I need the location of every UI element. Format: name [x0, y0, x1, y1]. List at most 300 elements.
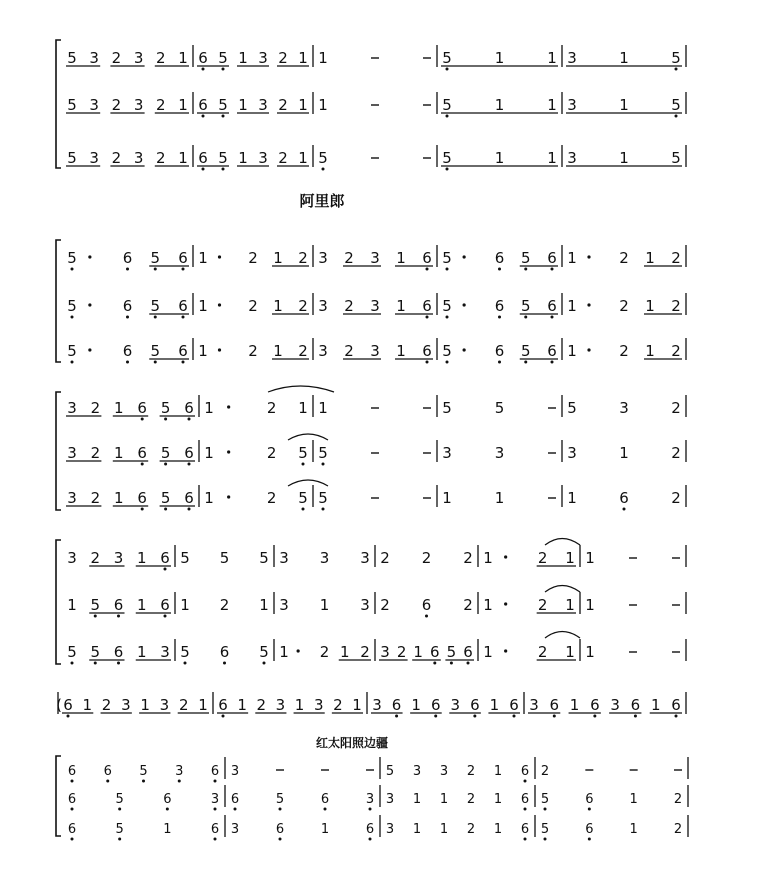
- low-octave-dot: [467, 662, 470, 665]
- note-digit: 6: [547, 249, 557, 267]
- low-octave-dot: [117, 662, 120, 665]
- note-digit: 1: [493, 822, 503, 837]
- note-digit: 1: [493, 792, 503, 807]
- tie-arc: [288, 434, 328, 440]
- note-digit: 6: [184, 399, 194, 417]
- note-digit: 3: [318, 297, 328, 315]
- note-digit: 2: [344, 249, 354, 267]
- note-digit: 2: [90, 489, 101, 507]
- note-digit: 6: [210, 822, 220, 837]
- note-digit: 2: [466, 792, 476, 807]
- low-octave-dot: [141, 418, 144, 421]
- note-digit: 2: [671, 249, 681, 267]
- note-digit: 6: [113, 643, 124, 661]
- note-digit: 1: [547, 49, 557, 67]
- note-digit: 1: [318, 96, 328, 114]
- note-digit: 1: [273, 297, 283, 315]
- note-digit: 5: [520, 342, 531, 360]
- note-digit: 3: [279, 549, 289, 567]
- note-digit: 2: [619, 249, 629, 267]
- note-digit: 1: [114, 399, 124, 417]
- low-octave-dot: [551, 316, 554, 319]
- note-digit: 6: [122, 297, 133, 315]
- low-octave-dot: [141, 508, 144, 511]
- note-digit: 6: [585, 822, 594, 837]
- low-octave-dot: [322, 463, 325, 466]
- note-digit: 1: [298, 149, 308, 167]
- note-digit: 6: [494, 342, 505, 360]
- note-digit: 1: [136, 643, 147, 661]
- note-digit: 2: [298, 297, 308, 315]
- note-digit: 3: [133, 96, 144, 114]
- note-digit: 6: [494, 297, 505, 315]
- note-digit: 3: [567, 444, 577, 462]
- low-octave-dot: [369, 808, 372, 811]
- note-digit: 1: [198, 297, 208, 315]
- note-digit: 1: [413, 643, 423, 661]
- note-digit: 3: [175, 764, 184, 779]
- note-digit: 6: [463, 643, 473, 661]
- low-octave-dot: [71, 780, 74, 783]
- note-digit: 3: [159, 696, 170, 714]
- low-octave-dot: [302, 508, 305, 511]
- low-octave-dot: [223, 662, 226, 665]
- low-octave-dot: [433, 662, 436, 665]
- note-digit: 1: [494, 96, 505, 114]
- low-octave-dot: [524, 838, 527, 841]
- note-digit: 2: [380, 596, 390, 614]
- note-digit: 3: [275, 696, 286, 714]
- note-digit: 1: [629, 822, 638, 837]
- note-digit: 6: [103, 764, 112, 779]
- low-octave-dot: [425, 615, 428, 618]
- note-digit: 3: [258, 149, 268, 167]
- note-digit: 1: [294, 696, 305, 714]
- note-digit: 1: [585, 643, 595, 661]
- note-digit: 1: [439, 822, 449, 837]
- note-digit: 1: [198, 342, 208, 360]
- low-octave-dot: [426, 361, 429, 364]
- note-digit: 5: [67, 249, 77, 267]
- note-digit: 2: [298, 342, 308, 360]
- note-digit: 6: [137, 444, 147, 462]
- note-digit: 5: [671, 149, 681, 167]
- low-octave-dot: [94, 662, 97, 665]
- note-digit: 2: [360, 643, 370, 661]
- note-digit: 5: [275, 792, 285, 807]
- low-octave-dot: [675, 115, 678, 118]
- system-bracket: [56, 756, 61, 836]
- note-digit: 6: [470, 696, 480, 714]
- low-octave-dot: [126, 316, 129, 319]
- note-digit: 1: [567, 489, 577, 507]
- system-bracket: [56, 540, 61, 664]
- note-digit: 6: [509, 696, 519, 714]
- system-bracket: [56, 392, 61, 510]
- low-octave-dot: [234, 808, 237, 811]
- note-digit: 5: [160, 444, 171, 462]
- augmentation-dot: [227, 405, 230, 408]
- note-digit: 1: [650, 696, 661, 714]
- note-digit: 1: [565, 549, 575, 567]
- note-digit: 5: [115, 792, 124, 807]
- low-octave-dot: [544, 838, 547, 841]
- note-digit: 3: [372, 696, 382, 714]
- note-digit: 1: [567, 297, 577, 315]
- low-octave-dot: [106, 780, 109, 783]
- note-digit: 5: [318, 444, 328, 462]
- note-digit: 6: [122, 249, 133, 267]
- low-octave-dot: [623, 508, 626, 511]
- note-digit: 1: [619, 149, 629, 167]
- note-digit: 2: [90, 549, 101, 567]
- note-digit: 2: [219, 596, 230, 614]
- note-digit: 5: [671, 49, 681, 67]
- note-digit: 2: [537, 643, 548, 661]
- note-digit: 1: [178, 149, 188, 167]
- note-digit: 3: [318, 342, 328, 360]
- augmentation-dot: [587, 303, 590, 306]
- augmentation-dot: [504, 602, 507, 605]
- note-digit: 2: [619, 297, 629, 315]
- note-digit: 1: [318, 49, 328, 67]
- note-digit: 1: [489, 696, 500, 714]
- low-octave-dot: [222, 715, 225, 718]
- note-digit: 6: [619, 489, 629, 507]
- augmentation-dot: [504, 555, 507, 558]
- augmentation-dot: [227, 450, 230, 453]
- note-digit: 3: [230, 764, 240, 779]
- note-digit: 1: [140, 696, 150, 714]
- note-digit: 6: [219, 643, 230, 661]
- note-digit: 6: [520, 764, 530, 779]
- note-digit: 5: [160, 489, 171, 507]
- note-digit: 5: [540, 792, 550, 807]
- note-digit: 2: [619, 342, 629, 360]
- low-octave-dot: [446, 316, 449, 319]
- note-digit: 1: [412, 822, 422, 837]
- note-digit: 5: [442, 49, 452, 67]
- note-digit: 6: [275, 822, 285, 837]
- note-digit: 2: [463, 549, 473, 567]
- note-digit: 5: [567, 399, 577, 417]
- low-octave-dot: [188, 463, 191, 466]
- note-digit: 6: [122, 342, 133, 360]
- note-digit: 1: [547, 149, 557, 167]
- note-digit: 2: [298, 249, 308, 267]
- note-digit: 6: [184, 489, 194, 507]
- note-digit: 3: [160, 643, 170, 661]
- note-digit: 3: [67, 549, 77, 567]
- low-octave-dot: [71, 808, 74, 811]
- note-digit: 1: [136, 549, 147, 567]
- low-octave-dot: [395, 715, 398, 718]
- note-digit: 1: [259, 596, 269, 614]
- note-digit: 6: [160, 596, 170, 614]
- note-digit: 1: [645, 297, 655, 315]
- note-digit: 3: [313, 696, 324, 714]
- low-octave-dot: [202, 168, 205, 171]
- note-digit: 6: [520, 822, 530, 837]
- note-digit: 5: [318, 489, 328, 507]
- low-octave-dot: [188, 508, 191, 511]
- note-digit: 3: [89, 149, 99, 167]
- low-octave-dot: [67, 715, 70, 718]
- note-digit: 2: [540, 764, 550, 779]
- note-digit: 6: [218, 696, 228, 714]
- note-digit: 1: [412, 792, 422, 807]
- note-digit: 6: [422, 249, 432, 267]
- note-digit: 2: [266, 444, 277, 462]
- tie-arc: [268, 386, 334, 392]
- note-digit: 1: [411, 696, 421, 714]
- note-digit: 5: [90, 596, 101, 614]
- note-digit: 1: [273, 342, 283, 360]
- note-digit: 2: [278, 49, 288, 67]
- note-digit: 2: [537, 596, 548, 614]
- low-octave-dot: [634, 715, 637, 718]
- note-digit: 5: [150, 342, 161, 360]
- note-digit: 5: [218, 149, 228, 167]
- note-digit: 1: [565, 596, 575, 614]
- low-octave-dot: [71, 316, 74, 319]
- note-digit: 1: [494, 49, 505, 67]
- note-digit: 1: [238, 149, 248, 167]
- note-digit: 3: [210, 792, 220, 807]
- note-digit: 3: [258, 49, 268, 67]
- note-digit: 2: [344, 297, 354, 315]
- low-octave-dot: [154, 316, 157, 319]
- note-digit: 2: [671, 489, 681, 507]
- note-digit: 2: [90, 444, 101, 462]
- note-digit: 5: [442, 342, 452, 360]
- note-digit: 1: [493, 764, 503, 779]
- note-digit: 3: [370, 342, 380, 360]
- note-digit: 1: [629, 792, 638, 807]
- note-digit: 6: [547, 342, 557, 360]
- augmentation-dot: [218, 348, 221, 351]
- note-digit: 3: [610, 696, 620, 714]
- low-octave-dot: [498, 361, 501, 364]
- low-octave-dot: [214, 808, 217, 811]
- low-octave-dot: [222, 115, 225, 118]
- low-octave-dot: [524, 780, 527, 783]
- low-octave-dot: [202, 115, 205, 118]
- low-octave-dot: [263, 662, 266, 665]
- note-digit: 5: [180, 643, 190, 661]
- low-octave-dot: [675, 715, 678, 718]
- note-digit: 2: [156, 96, 166, 114]
- note-digit: 5: [442, 297, 452, 315]
- note-digit: 1: [279, 643, 289, 661]
- tie-arc: [545, 632, 580, 639]
- note-digit: 6: [178, 249, 188, 267]
- note-digit: 3: [258, 96, 268, 114]
- note-digit: 3: [360, 549, 370, 567]
- note-digit: 1: [82, 696, 93, 714]
- low-octave-dot: [118, 808, 121, 811]
- note-digit: 2: [248, 297, 258, 315]
- note-digit: 3: [567, 149, 577, 167]
- note-digit: 2: [466, 764, 476, 779]
- note-digit: 2: [463, 596, 473, 614]
- note-digit: 2: [178, 696, 189, 714]
- augmentation-dot: [463, 255, 466, 258]
- augmentation-dot: [88, 255, 91, 258]
- note-digit: 3: [370, 297, 380, 315]
- note-digit: 3: [318, 249, 328, 267]
- note-digit: 1: [439, 792, 449, 807]
- note-digit: 2: [278, 96, 288, 114]
- note-digit: 3: [319, 549, 330, 567]
- note-digit: 3: [89, 96, 99, 114]
- note-digit: 6: [430, 643, 440, 661]
- note-digit: 5: [442, 96, 452, 114]
- note-digit: 3: [380, 643, 390, 661]
- note-digit: 3: [89, 49, 99, 67]
- note-digit: 2: [111, 49, 122, 67]
- note-digit: 6: [160, 549, 170, 567]
- note-digit: 5: [259, 549, 269, 567]
- note-digit: 2: [278, 149, 288, 167]
- note-digit: 6: [67, 764, 77, 779]
- note-digit: 5: [150, 297, 161, 315]
- note-digit: 1: [204, 489, 214, 507]
- note-digit: 1: [273, 249, 283, 267]
- note-digit: 2: [671, 342, 681, 360]
- low-octave-dot: [71, 662, 74, 665]
- low-octave-dot: [446, 361, 449, 364]
- low-octave-dot: [126, 268, 129, 271]
- low-octave-dot: [675, 68, 678, 71]
- note-digit: 5: [442, 399, 452, 417]
- note-digit: 3: [385, 822, 395, 837]
- note-digit: 2: [256, 696, 267, 714]
- low-octave-dot: [450, 662, 453, 665]
- note-digit: 1: [339, 643, 350, 661]
- low-octave-dot: [164, 463, 167, 466]
- note-digit: 1: [180, 596, 190, 614]
- low-octave-dot: [524, 268, 527, 271]
- low-octave-dot: [166, 808, 169, 811]
- low-octave-dot: [553, 715, 556, 718]
- low-octave-dot: [369, 838, 372, 841]
- low-octave-dot: [498, 316, 501, 319]
- note-digit: 5: [115, 822, 124, 837]
- low-octave-dot: [126, 361, 129, 364]
- augmentation-dot: [218, 303, 221, 306]
- augmentation-dot: [88, 303, 91, 306]
- low-octave-dot: [222, 168, 225, 171]
- note-digit: 5: [67, 49, 77, 67]
- low-octave-dot: [426, 268, 429, 271]
- note-digit: 6: [422, 297, 432, 315]
- low-octave-dot: [426, 316, 429, 319]
- note-digit: 3: [412, 764, 422, 779]
- note-digit: 1: [396, 342, 406, 360]
- note-digit: 1: [178, 49, 188, 67]
- low-octave-dot: [524, 316, 527, 319]
- note-digit: 1: [67, 596, 77, 614]
- note-digit: 5: [67, 342, 77, 360]
- augmentation-dot: [463, 348, 466, 351]
- note-digit: 2: [101, 696, 112, 714]
- note-digit: 5: [442, 149, 452, 167]
- note-digit: 5: [318, 149, 328, 167]
- note-digit: 2: [266, 489, 277, 507]
- low-octave-dot: [118, 838, 121, 841]
- song-title: 红太阳照边疆: [315, 736, 389, 750]
- note-digit: 5: [67, 643, 77, 661]
- note-digit: 6: [391, 696, 402, 714]
- note-digit: 5: [160, 399, 171, 417]
- low-octave-dot: [182, 268, 185, 271]
- augmentation-dot: [463, 303, 466, 306]
- low-octave-dot: [279, 808, 282, 811]
- system-bracket: [56, 240, 61, 362]
- note-digit: 5: [218, 49, 228, 67]
- note-digit: 5: [385, 764, 395, 779]
- low-octave-dot: [164, 615, 167, 618]
- note-digit: 1: [136, 596, 147, 614]
- note-digit: 5: [67, 149, 77, 167]
- note-digit: 1: [396, 249, 406, 267]
- open-paren: (: [56, 696, 62, 714]
- low-octave-dot: [71, 361, 74, 364]
- note-digit: 3: [133, 149, 144, 167]
- note-digit: 6: [67, 822, 77, 837]
- note-digit: 1: [320, 822, 330, 837]
- note-digit: 1: [238, 49, 248, 67]
- note-digit: 1: [298, 96, 308, 114]
- note-digit: 6: [137, 399, 147, 417]
- low-octave-dot: [588, 808, 591, 811]
- low-octave-dot: [434, 715, 437, 718]
- low-octave-dot: [182, 316, 185, 319]
- note-digit: 2: [396, 643, 407, 661]
- song-title: 阿里郎: [299, 192, 345, 210]
- note-digit: 3: [67, 444, 77, 462]
- note-digit: 1: [645, 249, 655, 267]
- note-digit: 3: [619, 399, 629, 417]
- augmentation-dot: [218, 255, 221, 258]
- low-octave-dot: [322, 508, 325, 511]
- note-digit: 5: [494, 399, 505, 417]
- note-digit: 5: [540, 822, 550, 837]
- low-octave-dot: [164, 568, 167, 571]
- note-digit: 3: [230, 822, 240, 837]
- low-octave-dot: [302, 463, 305, 466]
- note-digit: 1: [204, 444, 214, 462]
- note-digit: 1: [585, 596, 595, 614]
- note-digit: 6: [178, 297, 188, 315]
- note-digit: 6: [198, 49, 208, 67]
- low-octave-dot: [513, 715, 516, 718]
- note-digit: 3: [360, 596, 370, 614]
- note-digit: 1: [569, 696, 580, 714]
- note-digit: 2: [111, 149, 122, 167]
- note-digit: 2: [380, 549, 390, 567]
- note-digit: 1: [494, 149, 505, 167]
- low-octave-dot: [71, 838, 74, 841]
- low-octave-dot: [544, 808, 547, 811]
- note-digit: 1: [567, 249, 577, 267]
- note-digit: 1: [352, 696, 362, 714]
- note-digit: 6: [549, 696, 560, 714]
- note-digit: 5: [298, 489, 308, 507]
- low-octave-dot: [182, 361, 185, 364]
- note-digit: 1: [114, 444, 124, 462]
